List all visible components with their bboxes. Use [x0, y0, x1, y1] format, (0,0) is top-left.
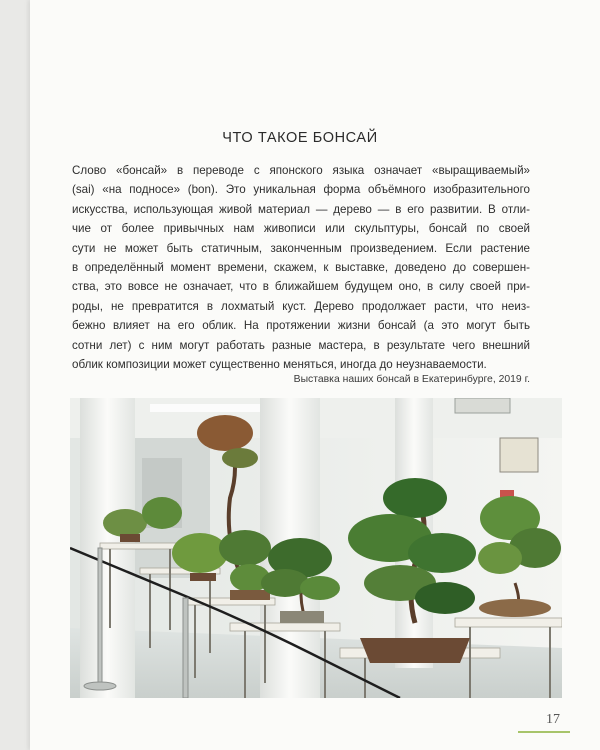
- text-line: Слово «бонсай» в переводе с японского языка означает «выращиваемый»: [72, 164, 530, 177]
- page-number: 17: [546, 712, 560, 727]
- page-title: ЧТО ТАКОЕ БОНСАЙ: [222, 130, 378, 146]
- text-line: роды, не превратится в лохматый куст. Дерево продолжает расти, что неиз-: [72, 299, 530, 313]
- exhibition-photo: [70, 398, 562, 698]
- text-line: ства, это вовсе не означает, что в ближайшем будущем оно, в силу своей при-: [72, 280, 530, 294]
- text-line: сотни лет) с ним могут работать разные мастера, в результате чего внешний: [72, 338, 530, 352]
- text-line: в определённый момент времени, скажем, к выставке, доведено до совершен-: [72, 261, 530, 275]
- body-paragraph: [72, 161, 530, 374]
- page-edge: [0, 0, 30, 750]
- text-line: (sai) «на подносе» (bon). Это уникальная форма объёмного изобразительного: [72, 183, 530, 197]
- photo-caption: Выставка наших бонсай в Екатеринбурге, 2019 г.: [293, 374, 530, 385]
- bonsai-exhibition-illustration: [70, 398, 562, 698]
- page-number-accent: [518, 731, 570, 733]
- text-line: сути не может быть статичным, законченным произведением. Если растение: [72, 241, 530, 255]
- text-line: искусства, использующая живой материал — дерево — в его развитии. В отли-: [72, 202, 530, 216]
- text-line: бежно влияет на его облик. На протяжении жизни бонсай (а это могут быть: [72, 319, 530, 333]
- text-line: чие от более привычных нам живописи или скульптуры, бонсай по своей: [72, 222, 530, 236]
- text-line: облик композиции может существенно меняться, иногда до неузнаваемости.: [72, 358, 487, 372]
